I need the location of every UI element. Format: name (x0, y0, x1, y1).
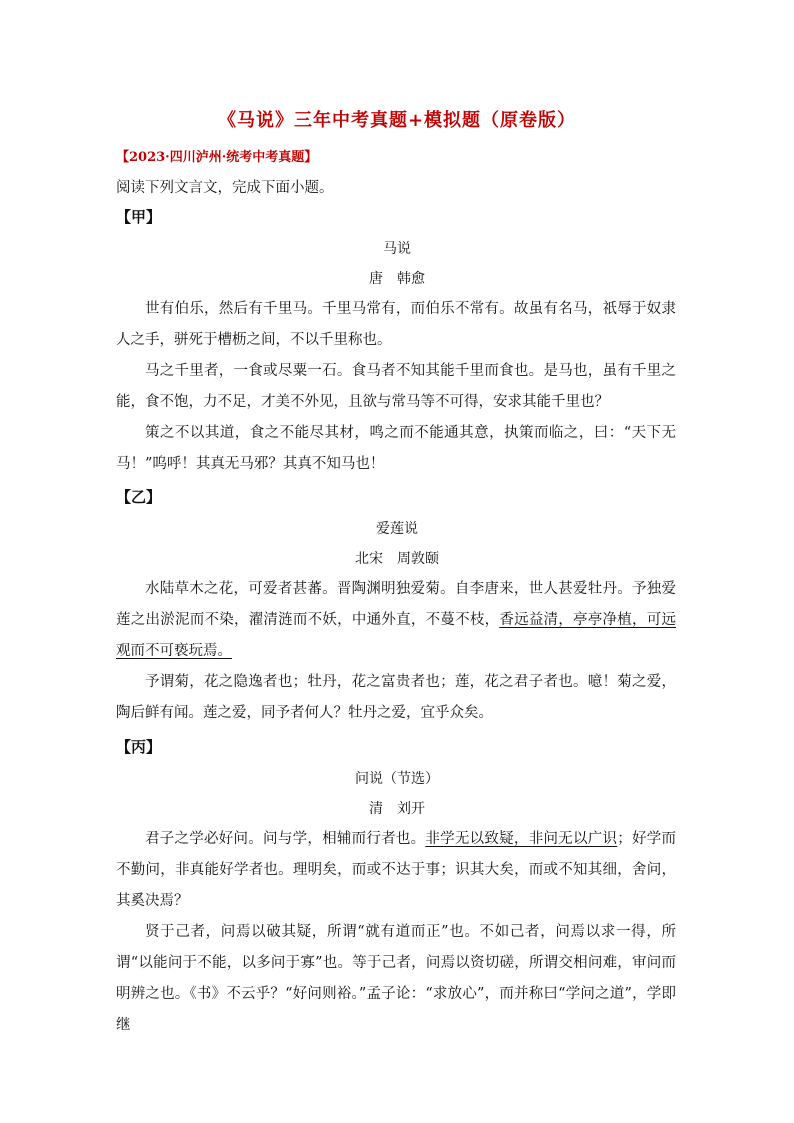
paragraph: 策之不以其道，食之不能尽其材，鸣之而不能通其意，执策而临之，曰：“天下无马！”呜呼！其真无马邪？其真不知马也！ (116, 425, 676, 472)
section-tag-bing: 【丙】 (116, 738, 162, 756)
paragraph: 世有伯乐，然后有千里马。千里马常有，而伯乐不常有。故虽有名马，祇辱于奴隶人之手，骈死于槽枥之间，不以千里称也。 (116, 301, 676, 348)
text-title-yi: 爱莲说 (376, 521, 418, 537)
paragraph: 予谓菊，花之隐逸者也；牡丹，花之富贵者也；莲，花之君子者也。噫！菊之爱，陶后鲜有闻。莲之爱，同予者何人？牡丹之爱，宜乎众矣。 (116, 674, 676, 721)
text-title-jia: 马说 (383, 241, 411, 257)
section-tag-yi: 【乙】 (116, 488, 162, 506)
paragraph-text: ；好学而不勤问，非真能好学者也。理明矣，而或不达于事；识其大矣，而或不知其细，舍问，其奚决焉？ (116, 831, 677, 909)
text-author-yi: 北宋 周敦颐 (355, 551, 439, 567)
paragraph: 马之千里者，一食或尽粟一石。食马者不知其能千里而食也。是马也，虽有千里之能，食不饱，力不足，才美不外见，且欲与常马等不可得，安求其能千里也？ (116, 363, 676, 410)
text-author-bing: 清 刘开 (369, 801, 425, 817)
paragraph-text: 水陆草木之花，可爱者甚蕃。晋陶渊明独爱菊。自李唐来，世人甚爱牡丹。予独爱莲之出淤泥而不染，濯清涟而不妖，中通外直，不蔓不枝， (116, 581, 676, 628)
paragraph (116, 574, 676, 667)
paragraph-text: 君子之学必好问。问与学，相辅而行者也。 (145, 831, 426, 847)
text-body-yi (116, 574, 676, 729)
text-body-jia (116, 294, 676, 480)
text-title-bing: 问说（节选） (355, 771, 439, 787)
text-body-bing (116, 824, 676, 1041)
section-tag-jia: 【甲】 (116, 208, 162, 226)
underlined-sentence: 香远益清，亭亭净植，可远观而不可亵玩焉。 (116, 612, 677, 659)
paragraph (116, 824, 676, 917)
exam-source-label: 【2023·四川泸州·统考中考真题】 (116, 150, 318, 165)
instruction-text: 阅读下列文言文，完成下面小题。 (116, 180, 334, 196)
page-title: 《马说》三年中考真题+模拟题（原卷版） (217, 110, 577, 131)
underlined-sentence: 非学无以致疑，非问无以广识 (425, 831, 618, 847)
text-author-jia: 唐 韩愈 (369, 271, 425, 287)
paragraph: 贤于己者，问焉以破其疑，所谓“就有道而正”也。不如己者，问焉以求一得，所谓“以能问于不能，以多问于寡”也。等于己者，问焉以资切磋，所谓交相问难，审问而明辨之也。《书》不云乎？“好问则裕。”孟子论：“求放心”，而并称曰“学问之道”，学即继 (116, 924, 676, 1033)
